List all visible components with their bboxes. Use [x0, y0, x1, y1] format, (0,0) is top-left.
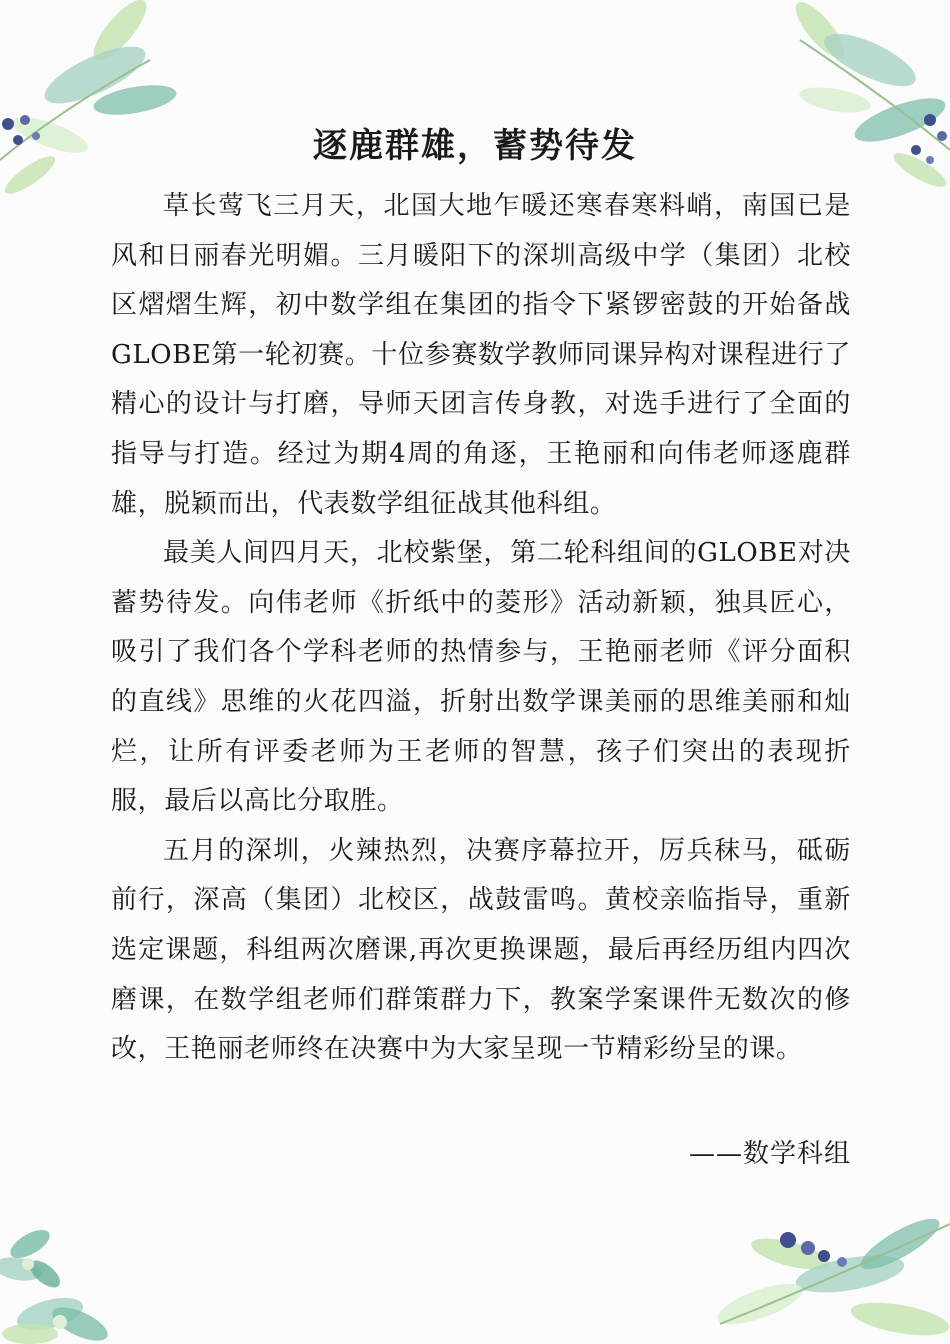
paragraph-1: 草长莺飞三月天，北国大地乍暖还寒春寒料峭，南国已是风和日丽春光明媚。三月暖阳下的深圳高级中学（集团）北校区熠熠生辉，初中数学组在集团的指令下紧锣密鼓的开始备战GLOBE第一轮初赛。十位参赛数学教师同课异构对课程进行了精心的设计与打磨，导师天团言传身教，对选手进行了全面的指导与打造。经过为期4周的角逐，王艳丽和向伟老师逐鹿群雄，脱颖而出，代表数学组征战其他科组。	[111, 191, 851, 519]
document-body	[111, 182, 851, 1075]
leaf-decoration-top-left	[0, 0, 180, 200]
document-title: 逐鹿群雄，蓄势待发	[313, 126, 637, 166]
leaf-decoration-bottom-right	[700, 1204, 950, 1344]
signature: ——数学科组	[688, 1139, 851, 1169]
paragraph-2: 最美人间四月天，北校紫堡，第二轮科组间的GLOBE对决蓄势待发。向伟老师《折纸中的菱形》活动新颖，独具匠心，吸引了我们各个学科老师的热情参与，王艳丽老师《评分面积的直线》思维的火花四溢，折射出数学课美丽的思维美丽和灿烂，让所有评委老师为王老师的智慧，孩子们突出的表现折服，最后以高比分取胜。	[111, 538, 851, 817]
succulent-decoration-bottom-left	[0, 1184, 140, 1344]
leaf-decoration-top-right	[780, 0, 950, 200]
paragraph-3: 五月的深圳，火辣热烈，决赛序幕拉开，厉兵秣马，砥砺前行，深高（集团）北校区，战鼓雷鸣。黄校亲临指导，重新选定课题，科组两次磨课,再次更换课题，最后再经历组内四次磨课，在数学组老师们群策群力下，教案学案课件无数次的修改，王艳丽老师终在决赛中为大家呈现一节精彩纷呈的课。	[111, 835, 851, 1065]
